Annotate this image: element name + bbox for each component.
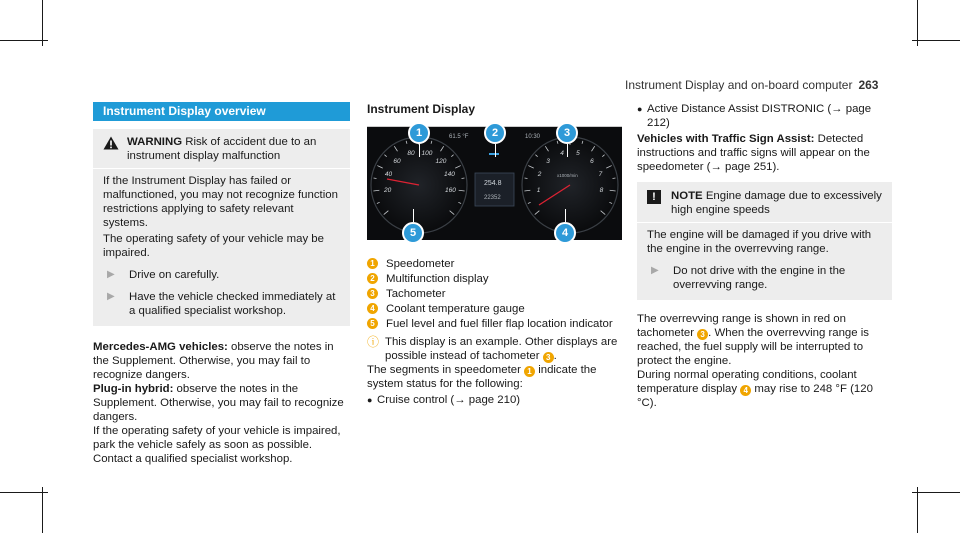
speedometer-tick-label: 60 xyxy=(393,157,401,165)
trip-value: 254.8 xyxy=(484,180,502,187)
tachometer-tick-label: 8 xyxy=(599,187,604,195)
action-item xyxy=(103,290,340,318)
crop-mark xyxy=(912,492,960,493)
segments-text-2: indicate the system status for the following: xyxy=(367,364,597,390)
warning-paragraph: The operating safety of your vehicle may be impaired. xyxy=(103,233,324,259)
note-text: Engine damage due to excessively high engine speeds xyxy=(671,190,882,216)
note-heading xyxy=(671,189,882,217)
overrev-text-2: . When the overrevving range is reached, the fuel supply will be interrupted to protect the engine. xyxy=(637,327,869,367)
running-head-title: Instrument Display and on-board computer xyxy=(625,78,853,92)
action-item xyxy=(103,268,340,282)
callout-leader-line xyxy=(419,144,420,157)
note-paragraph: The engine will be damaged if you drive with the engine in the overrevving range. xyxy=(647,229,872,255)
plugin-text: observe the notes in the Supplement. Otherwise, you may fail to recognize dangers. xyxy=(93,383,344,423)
callout-leader-line xyxy=(413,209,414,222)
segments-text: The segments in speedometer xyxy=(367,364,521,376)
info-note xyxy=(367,335,622,363)
tachometer-tick-label: 4 xyxy=(560,150,564,157)
legend-item xyxy=(367,272,622,286)
cluster-callout-1: 1 xyxy=(408,122,430,144)
odometer-value: 22352 xyxy=(484,195,501,201)
tsa-label: Vehicles with Traffic Sign Assist: xyxy=(637,133,815,145)
legend-label: Multifunction display xyxy=(386,273,489,285)
callout-ref: 3 xyxy=(543,352,554,363)
callout-leader-line xyxy=(495,144,496,157)
outside-temperature: 61.5 °F xyxy=(449,134,469,140)
action-arrow-icon: ▶ xyxy=(651,265,659,276)
crop-mark xyxy=(912,40,960,41)
callout-number: 3 xyxy=(367,288,378,299)
tachometer-tick-label: 6 xyxy=(590,157,594,165)
rpm-unit: x1000/min xyxy=(557,173,578,178)
final-paragraph: If the operating safety of your vehicle is impaired, park the vehicle safely as soon as possible. Contact a qualified specialist workshop. xyxy=(93,425,341,465)
list-item xyxy=(637,102,892,130)
note-label: NOTE xyxy=(671,190,703,202)
amg-text: observe the notes in the Supplement. Otherwise, you may fail to recognize dangers. xyxy=(93,341,334,381)
note-box xyxy=(637,182,892,300)
coolant-text: During normal operating conditions, coolant temperature display xyxy=(637,369,857,395)
crop-mark xyxy=(917,487,918,533)
legend-item xyxy=(367,317,622,331)
callout-ref: 1 xyxy=(524,366,535,377)
overrev-text: The overrevving range is shown in red on tachometer xyxy=(637,313,846,339)
plugin-label: Plug-in hybrid: xyxy=(93,383,174,395)
warning-heading xyxy=(127,135,340,163)
tsa-text: Detected instructions and traffic signs will appear on the speedometer (→ page 251). xyxy=(637,133,870,173)
callout-number: 2 xyxy=(367,273,378,284)
tachometer-tick-label: 3 xyxy=(546,157,550,165)
bullet-icon: ● xyxy=(637,104,643,114)
instrument-display-title: Instrument Display xyxy=(367,102,476,116)
cluster-callout-5: 5 xyxy=(402,222,424,244)
tachometer-tick-label: 7 xyxy=(598,171,603,179)
bullet-icon: ● xyxy=(367,395,373,405)
list-item xyxy=(367,393,622,407)
crop-mark xyxy=(42,487,43,533)
cluster-callout-3: 3 xyxy=(556,122,578,144)
action-item xyxy=(647,264,882,292)
action-arrow-icon: ▶ xyxy=(107,291,115,302)
warning-label: WARNING xyxy=(127,136,183,148)
column-right xyxy=(637,102,892,410)
cluster-callout-2: 2 xyxy=(484,122,506,144)
crop-mark xyxy=(0,492,48,493)
divider xyxy=(93,168,350,169)
callout-ref: 3 xyxy=(697,329,708,340)
action-text: Drive on carefully. xyxy=(129,269,220,281)
list-item-text: Active Distance Assist DISTRONIC (→ page 212) xyxy=(647,103,872,129)
tachometer-tick-label: 1 xyxy=(536,187,541,195)
speedometer-tick-label: 40 xyxy=(384,171,393,179)
callout-number: 5 xyxy=(367,318,378,329)
warning-paragraph: If the Instrument Display has failed or malfunctioned, you may not recognize function restrictions applying to safety relevant systems. xyxy=(103,175,338,229)
speedometer-tick-label: 100 xyxy=(421,150,433,157)
cluster-callout-4: 4 xyxy=(554,222,576,244)
speedometer-tick-label: 20 xyxy=(383,187,392,195)
legend xyxy=(367,257,622,331)
column-left xyxy=(93,102,350,466)
callout-leader-line xyxy=(565,209,566,222)
divider xyxy=(637,222,892,223)
segment-indicator xyxy=(489,153,499,155)
legend-label: Speedometer xyxy=(386,258,455,270)
callout-number: 1 xyxy=(367,258,378,269)
speedometer-tick-label: 140 xyxy=(444,171,455,179)
clock: 10:30 xyxy=(525,134,541,140)
instrument-cluster-image xyxy=(367,126,622,239)
amg-paragraph xyxy=(93,340,350,382)
tachometer-tick-label: 5 xyxy=(576,150,580,157)
section-title: Instrument Display overview xyxy=(93,102,350,121)
note-exclamation-icon: ! xyxy=(647,190,661,204)
segments-paragraph xyxy=(367,363,622,391)
page-number: 263 xyxy=(858,78,879,92)
speedometer-tick-label: 160 xyxy=(444,187,456,195)
legend-label: Fuel level and fuel filler flap location indicator xyxy=(386,318,613,330)
info-text: This display is an example. Other displays are possible instead of tachometer 3 . xyxy=(385,336,618,362)
legend-item xyxy=(367,257,622,271)
warning-box xyxy=(93,129,350,326)
callout-ref: 4 xyxy=(740,385,751,396)
callout-number: 4 xyxy=(367,303,378,314)
column-middle xyxy=(367,102,622,407)
list-item-text: Cruise control (→ page 210) xyxy=(377,394,521,406)
plugin-paragraph xyxy=(93,382,350,424)
legend-item xyxy=(367,302,622,316)
warning-text: Risk of accident due to an instrument display malfunction xyxy=(127,136,317,162)
speedometer-tick-label: 120 xyxy=(435,157,447,165)
warning-triangle-icon xyxy=(103,136,119,150)
overrev-paragraph xyxy=(637,312,892,368)
coolant-paragraph xyxy=(637,368,892,410)
action-arrow-icon: ▶ xyxy=(107,269,115,280)
callout-leader-line xyxy=(567,144,568,157)
coolant-text-2: may rise to 248 °F (120 °C). xyxy=(637,383,873,409)
action-text: Have the vehicle checked immediately at a qualified specialist workshop. xyxy=(129,291,336,317)
legend-label: Coolant temperature gauge xyxy=(386,303,525,315)
legend-label: Tachometer xyxy=(386,288,446,300)
action-text: Do not drive with the engine in the overrevving range. xyxy=(673,265,846,291)
running-head xyxy=(625,78,878,92)
tachometer-tick-label: 2 xyxy=(537,171,542,179)
info-icon: ⓘ xyxy=(367,335,380,349)
crop-mark xyxy=(0,40,48,41)
legend-item xyxy=(367,287,622,301)
info-text-body: This display is an example. Other displays are possible instead of tachometer xyxy=(385,336,618,362)
speedometer-tick-label: 80 xyxy=(407,150,415,157)
amg-label: Mercedes-AMG vehicles: xyxy=(93,341,228,353)
tsa-paragraph xyxy=(637,132,892,174)
